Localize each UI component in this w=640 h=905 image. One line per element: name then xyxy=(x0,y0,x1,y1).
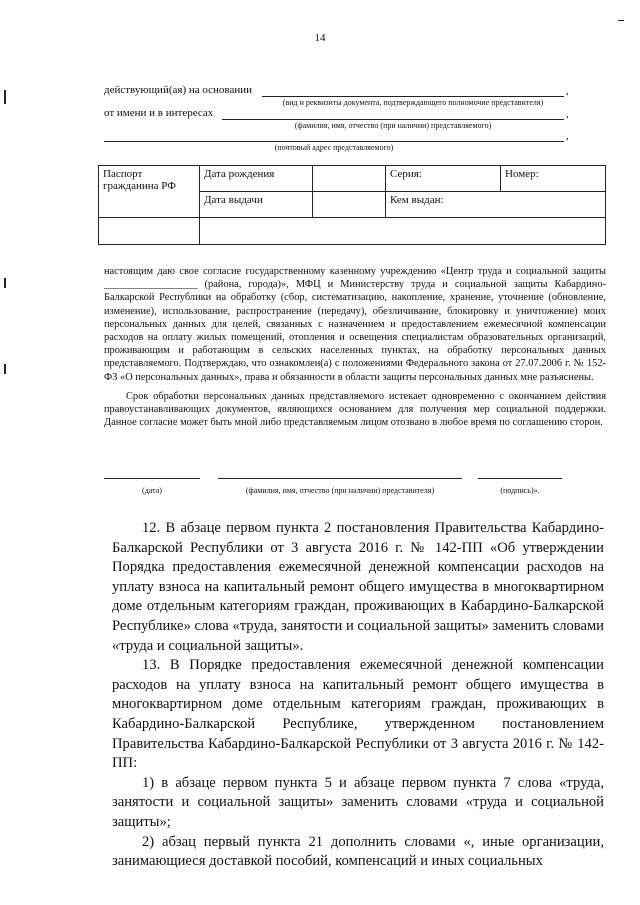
date-caption: (дата) xyxy=(142,486,162,495)
on-behalf-line xyxy=(222,119,564,120)
sign-caption: (подпись)». xyxy=(500,486,540,495)
scan-mark-left-2 xyxy=(4,278,6,288)
on-behalf-comma: , xyxy=(566,108,569,120)
scan-mark-left-3 xyxy=(4,364,6,374)
sign-line xyxy=(478,478,562,479)
issue-date-value xyxy=(313,192,386,218)
name-caption: (фамилия, имя, отчество (при наличии) представителя) xyxy=(245,486,435,495)
scan-mark-left-1 xyxy=(4,90,6,104)
number-label: Номер: xyxy=(501,166,606,192)
passport-doc-label: Паспорт гражданина РФ xyxy=(99,166,200,218)
address-line xyxy=(104,141,564,142)
address-comma: , xyxy=(566,130,569,142)
clause-13: 13. В Порядке предоставления ежемесячной денежной компенсации расходов на уплату взноса на капитальный ремонт общего имущества в многоквартирном доме отдельным категориям граждан, проживающих в Кабардино-Балкарской Республике, утвержденном постановлением Правительства Кабардино-Балкарской Республики от 3 августа 2016 г. № 142-ПП: xyxy=(112,657,604,772)
page-number: 14 xyxy=(314,32,326,44)
clause-13-item-2: 2) абзац первый пункта 21 дополнить словами «, иные организации, занимающиеся доставкой пособий, компенсаций и иных социальных xyxy=(112,833,604,870)
name-line xyxy=(218,478,462,479)
passport-table xyxy=(98,165,606,245)
issued-by-value xyxy=(200,218,606,245)
issued-by-label: Кем выдан: xyxy=(386,192,606,218)
birth-date-value xyxy=(313,166,386,192)
consent-paragraph-1: настоящим даю свое согласие государственному казенному учреждению «Центр труда и социальной защиты __________________ (района, города)», МФЦ и Министерству труда и социальной защиты Кабардино-Балкарской Республики на обработку (сбор, систематизацию, накопление, хранение, уточнение (обновление, изменение), использование, распространение (передачу), обезличивание, блокировку и уничтожение) моих персональных данных для целей, связанных с назначением и предоставлением ежемесячной компенсации расходов на оплату жилых помещений, отопления и освещения специалистам образовательных организаций, проживающим и работающим в сельских населенных пунктах, на обработку персональных данных представляемого. Подтверждаю, что ознакомлен(а) с положениями Федерального закона от 27.07.2006 г. № 152-ФЗ «О персональных данных», права и обязанности в области защиты персональных данных мне разъяснены. xyxy=(104,266,606,383)
address-note: (почтовый адрес представляемого) xyxy=(274,143,394,152)
clause-13-item-1: 1) в абзаце первом пункта 5 и абзаце первом пункта 7 слова «труда, занятости и социальной защиты» заменить словами «труда и социальной защиты»; xyxy=(112,774,604,830)
clause-12: 12. В абзаце первом пункта 2 постановления Правительства Кабардино-Балкарской Республики от 3 августа 2016 г. № 142-ПП «Об утверждении Порядка предоставления ежемесячной денежной компенсации расходов на уплату взноса на капитальный ремонт общего имущества в многоквартирном доме отдельным категориям граждан, проживающих в Кабардино-Балкарской Республике» слова «труда, занятости и социальной защиты» заменить словами «труда и социальной защиты». xyxy=(112,520,604,654)
acting-basis-note: (вид и реквизиты документа, подтверждающего полномочие представителя) xyxy=(282,98,544,107)
on-behalf-note: (фамилия, имя, отчество (при наличии) представляемого) xyxy=(294,121,492,130)
passport-empty-cell xyxy=(99,218,200,245)
acting-basis-line xyxy=(262,96,564,97)
scan-mark-right-1 xyxy=(618,20,624,21)
birth-date-label: Дата рождения xyxy=(200,166,313,192)
date-line xyxy=(104,478,200,479)
consent-text xyxy=(104,265,606,429)
issue-date-label: Дата выдачи xyxy=(200,192,313,218)
main-body xyxy=(112,519,604,872)
acting-basis-label: действующий(ая) на основании xyxy=(104,84,253,96)
consent-paragraph-2: Срок обработки персональных данных представляемого истекает одновременно с окончанием действия правоустанавливающих документов, являющихся основанием для получения мер социальной поддержки. Данное согласие может быть мной либо представляемым лицом отозвано в любое время по соглашению сторон. xyxy=(104,390,606,429)
series-label: Серия: xyxy=(386,166,501,192)
on-behalf-label: от имени и в интересах xyxy=(104,107,214,119)
acting-basis-comma: , xyxy=(566,85,569,97)
